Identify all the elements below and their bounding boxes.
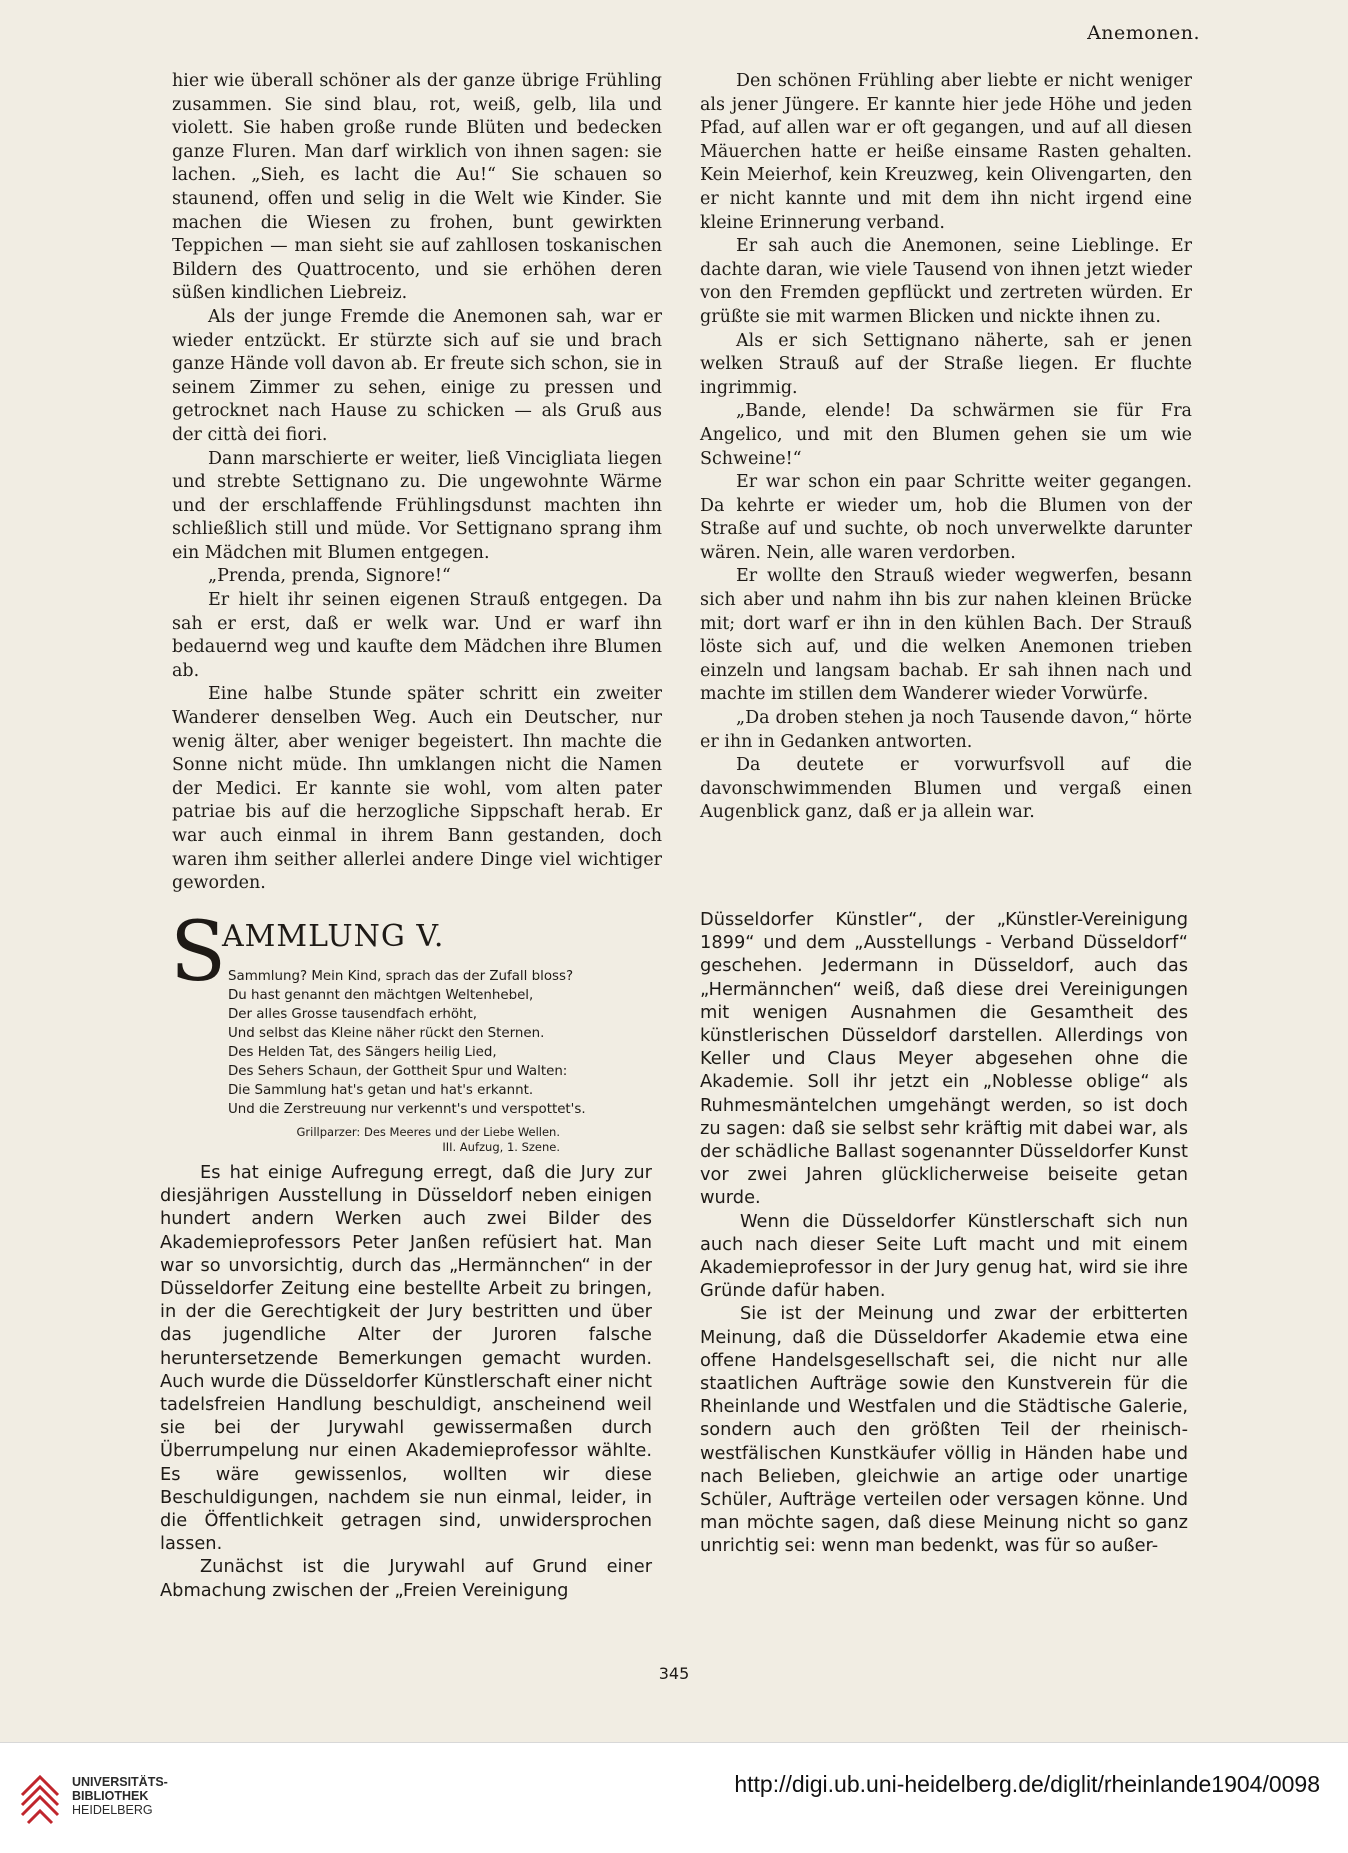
paragraph: Eine halbe Stunde später schritt ein zweiter Wanderer denselben Weg. Auch ein Deutscher, nur wenig älter, aber weniger begeistert. Ihn machte die Sonne nicht müde. Ihn umklangen nicht die Namen der Medici. Er kannte sie wohl, vom alten pater patriae bis auf die herzogliche Sippschaft herab. Er war auch einmal in ihrem Bann gestanden, doch waren ihm seither allerlei andere Dinge viel wichtiger geworden. [172,684,662,894]
paragraph: Als er sich Settignano näherte, sah er jenen welken Strauß auf der Straße liegen. Er fluchte ingrimmig. [700,330,1192,398]
paragraph: Sie ist der Meinung und zwar der erbitterten Meinung, daß die Düsseldorfer Akademie etwa eine offene Handelsgesellschaft sei, die nicht nur alle staatlichen Aufträge sowie den Kunstverein für die Rheinlande und Westfalen und die Städtische Galerie, sondern auch den größten Teil der rheinisch-westfälischen Kunstkäufer völlig in Händen habe und nach Belieben, gleichwie an artige oder unartige Schüler, Aufträge verteilen oder versagen könne. Und man möchte sagen, daß diese Meinung nicht so ganz unrichtig sei: wenn man bedenkt, was für so außer- [700,1303,1188,1557]
poem-line: Und die Zerstreuung nur verkennt's und verspottet's. [228,1102,586,1117]
library-footer [0,1742,1348,1853]
poem-line: Die Sammlung hat's getan und hat's erkannt. [228,1083,534,1098]
paragraph: „Da droben stehen ja noch Tausende davon,“ hörte er ihn in Gedanken antworten. [700,708,1192,752]
paragraph: Dann marschierte er weiter, ließ Vincigliata liegen und strebte Settignano zu. Die ungewohnte Wärme und der erschlaffende Frühlingsdunst machten ihn schließlich still und müde. Vor Settignano sprang ihm ein Mädchen mit Blumen entgegen. [172,448,662,563]
paragraph: Er hielt ihr seinen eigenen Strauß entgegen. Da sah er erst, daß er welk war. Und er warf ihn bedauernd weg und kaufte dem Mädchen ihre Blumen ab. [172,590,662,681]
story-column-left [172,70,662,896]
article-column-right [700,908,1188,1558]
paragraph: „Bande, elende! Da schwärmen sie für Fra Angelico, und mit den Blumen gehen sie um wie Schweine!“ [700,401,1192,469]
paragraph: Zunächst ist die Jurywahl auf Grund einer Abmachung zwischen der „Freien Vereinigung [160,1556,652,1601]
poem-line: Du hast genannt den mächtgen Weltenhebel, [228,988,534,1003]
epigraph-poem [228,967,652,1119]
paragraph: Wenn die Düsseldorfer Künstlerschaft sich nun auch nach dieser Seite Luft macht und mit einem Akademieprofessor in der Jury genug hat, wird sie ihre Gründe dafür haben. [700,1210,1188,1302]
paragraph: Er wollte den Strauß wieder wegwerfen, besann sich aber und nahm ihn bis zur nahen kleinen Brücke mit; dort warf er ihn in den kühlen Bach. Der Strauß löste sich auf, und die welken Anemonen trieben einzeln und langsam bachab. Er sah ihnen nach und machte im stillen dem Wanderer wieder Vorwürfe. [700,566,1192,705]
poem-line: Sammlung? Mein Kind, sprach das der Zufall bloss? [228,969,574,984]
paragraph: Er sah auch die Anemonen, seine Lieblinge. Er dachte daran, wie viele Tausend von ihnen jetzt wieder von den Fremden gepflückt und zertreten würden. Er grüßte sie mit warmen Blicken und nickte ihnen zu. [700,236,1192,327]
article-column-left [160,905,652,1602]
paragraph: „Prenda, prenda, Signore!“ [208,566,451,587]
epigraph-attribution [160,1125,652,1155]
library-name [72,1775,168,1817]
library-name-line: UNIVERSITÄTS- [72,1775,168,1789]
paragraph: Als der junge Fremde die Anemonen sah, war er wieder entzückt. Er stürzte sich auf sie und brach ganze Hände voll davon ab. Er freute sich schon, sie in seinem Zimmer zu sehen, einige zu pressen und getrocknet nach Hause zu schicken — als Gruß aus der città dei fiori. [172,306,662,445]
source-url-link[interactable]: http://digi.ub.uni-heidelberg.de/diglit/rheinlande1904/0098 [734,1771,1320,1797]
poem-line: Des Sehers Schaun, der Gottheit Spur und Walten: [228,1064,568,1079]
article-title: AMMLUNG V. [222,919,445,954]
paragraph: Er war schon ein paar Schritte weiter gegangen. Da kehrte er wieder um, hob die Blumen von der Straße auf und suchte, ob noch unverwelkte darunter wären. Nein, alle waren verdorben. [700,472,1192,563]
paragraph: Düsseldorfer Künstler“, der „Künstler-Vereinigung 1899“ und dem „Ausstellungs - Verband Düsseldorf“ geschehen. Jedermann in Düsseldorf, auch das „Hermännchen“ weiß, daß diese drei Vereinigungen mit wenigen Ausnahmen die Gesamtheit des künstlerischen Düsseldorf darstellen. Allerdings von Keller und Claus Meyer abgesehen ohne die Akademie. Soll ihr jetzt ein „Noblesse oblige“ als Ruhmesmäntelchen umgehängt werden, so ist doch zu sagen: daß sie selbst sehr kräftig mit dabei war, als der schädliche Ballast sogenannter Düsseldorfer Kunst vor zwei Jahren glücklicherweise beiseite getan wurde. [700,909,1188,1209]
story-column-right [700,70,1192,825]
library-name-line: BIBLIOTHEK [72,1789,149,1803]
paragraph: hier wie überall schöner als der ganze übrige Frühling zusammen. Sie sind blau, rot, weiß, gelb, lila und violett. Sie haben große runde Blüten und bedecken ganze Fluren. Man darf wirklich von ihnen sagen: sie lachen. „Sieh, es lacht die Au!“ Sie schauen so staunend, offen und selig in die Welt wie Kinder. Sie machen die Wiesen zu frohen, bunt gewirkten Teppichen — man sieht sie auf zahllosen toskanischen Bildern des Quattrocento, und sie erhöhen deren süßen kindlichen Liebreiz. [172,71,662,304]
paragraph: Da deutete er vorwurfsvoll auf die davonschwimmenden Blumen und vergaß einen Augenblick ganz, daß er ja allein war. [700,755,1192,823]
attribution-scene: III. Aufzug, 1. Szene. [442,1140,560,1154]
attribution-source: Grillparzer: Des Meeres und der Liebe Wellen. [296,1125,560,1139]
poem-line: Und selbst das Kleine näher rückt den Sternen. [228,1026,545,1041]
university-library-logo-icon [18,1765,62,1827]
page-number: 345 [658,1664,690,1683]
paragraph: Den schönen Frühling aber liebte er nicht weniger als jener Jüngere. Er kannte hier jede Höhe und jeden Pfad, auf allen war er oft gegangen, und auf all diesen Mäuerchen hatte er heiße einsame Rasten gehalten. Kein Meierhof, kein Kreuzweg, kein Olivengarten, den er nicht kannte und mit dem ihn nicht irgend eine kleine Erinnerung verband. [700,71,1192,233]
paragraph: Es hat einige Aufregung erregt, daß die Jury zur diesjährigen Ausstellung in Düsseldorf neben einigen hundert andern Werken auch zwei Bilder des Akademieprofessors Peter Janßen refüsiert hat. Man war so unvorsichtig, durch das „Hermännchen“ in der Düsseldorfer Zeitung eine bestellte Arbeit zu bringen, in der die Gerechtigkeit der Jury bestritten und über das jugendliche Alter der Juroren falsche heruntersetzende Bemerkungen gemacht wurden. Auch wurde die Düsseldorfer Künstlerschaft einer nicht tadelsfreien Handlung beschuldigt, anscheinend weil sie bei der Jurywahl gewissermaßen durch Überrumpelung nur einen Akademieprofessor wählte. Es wäre gewissenlos, wollten wir diese Beschuldigungen, nachdem sie nun einmal, leider, in die Öffentlichkeit getragen sind, unwidersprochen lassen. [160,1162,652,1555]
library-name-line: HEIDELBERG [72,1803,153,1817]
poem-line: Des Helden Tat, des Sängers heilig Lied, [228,1045,497,1060]
poem-line: Der alles Grosse tausendfach erhöht, [228,1007,478,1022]
running-head: Anemonen. [1087,22,1200,44]
drop-cap: S [170,905,227,1000]
